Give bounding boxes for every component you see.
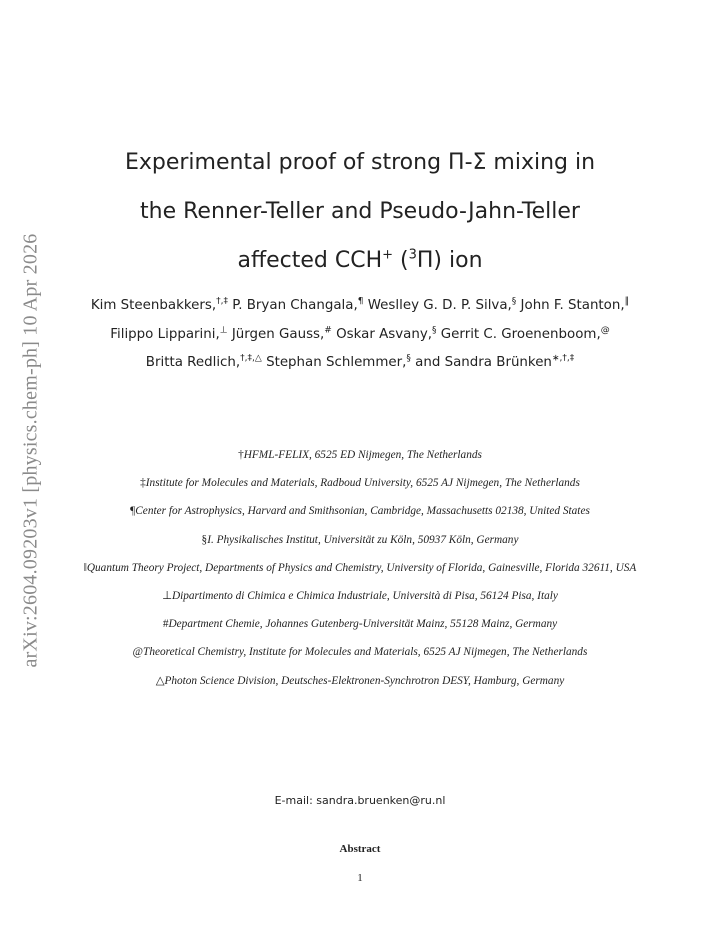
- affiliation: @Theoretical Chemistry, Institute for Molecules and Materials, 6525 AJ Nijmegen, The Netherlands: [132, 646, 588, 659]
- title-line-3: [80, 236, 640, 285]
- author: Stephan Schlemmer,§: [261, 353, 411, 370]
- affiliation: #Department Chemie, Johannes Gutenberg-Universität Mainz, 55128 Mainz, Germany: [162, 618, 558, 631]
- arxiv-stamp: [8, 210, 54, 690]
- arxiv-stamp-text: arXiv:2604.09203v1 [physics.chem-ph] 10 Apr 2026: [19, 233, 42, 667]
- title-paren-open: (: [393, 248, 409, 273]
- author: Filippo Lipparini,⊥: [110, 325, 228, 342]
- title-state: Π) ion: [416, 248, 483, 273]
- affiliation: ‖Quantum Theory Project, Departments of Physics and Chemistry, University of Florida, Gainesville, Florida 32611, USA: [83, 561, 637, 574]
- author: Weslley G. D. P. Silva,§: [363, 296, 517, 313]
- author: Kim Steenbakkers,†,‡: [90, 296, 228, 313]
- affiliation: †HFML-FELIX, 6525 ED Nijmegen, The Netherlands: [238, 449, 482, 461]
- paper-title: [80, 138, 640, 285]
- author: P. Bryan Changala,¶: [227, 296, 364, 313]
- contact-email[interactable]: E-mail: sandra.bruenken@ru.nl: [274, 794, 446, 807]
- author-list: [90, 292, 630, 378]
- affiliation: §I. Physikalisches Institut, Universität zu Köln, 50937 Köln, Germany: [201, 533, 519, 546]
- affiliation: ⊥Dipartimento di Chimica e Chimica Industriale, Università di Pisa, 56124 Pisa, Italy: [162, 590, 558, 603]
- title-charge: +: [382, 247, 394, 263]
- abstract-heading: Abstract: [339, 843, 381, 855]
- affiliation-list: [60, 441, 660, 695]
- affiliation: ‡Institute for Molecules and Materials, Radboud University, 6525 AJ Nijmegen, The Netherlands: [140, 477, 580, 490]
- title-multiplicity: 3: [408, 247, 417, 263]
- title-line-1: Experimental proof of strong Π-Σ mixing in: [124, 150, 596, 175]
- author: Gerrit C. Groenenboom,@: [436, 325, 610, 342]
- affiliation: ¶Center for Astrophysics, Harvard and Smithsonian, Cambridge, Massachusetts 02138, United States: [130, 505, 590, 518]
- page-number: 1: [357, 872, 363, 884]
- author: Oskar Asvany,§: [331, 325, 437, 342]
- affiliation: △Photon Science Division, Deutsches-Elektronen-Synchrotron DESY, Hamburg, Germany: [155, 674, 565, 687]
- title-line-2: the Renner-Teller and Pseudo-Jahn-Teller: [140, 199, 580, 224]
- author: John F. Stanton,‖: [516, 296, 630, 313]
- author: and Sandra Brünken∗,†,‡: [410, 353, 575, 370]
- author: Jürgen Gauss,#: [227, 325, 332, 342]
- title-molecule: affected CCH: [237, 248, 383, 273]
- author: Britta Redlich,†,‡,△: [145, 353, 262, 370]
